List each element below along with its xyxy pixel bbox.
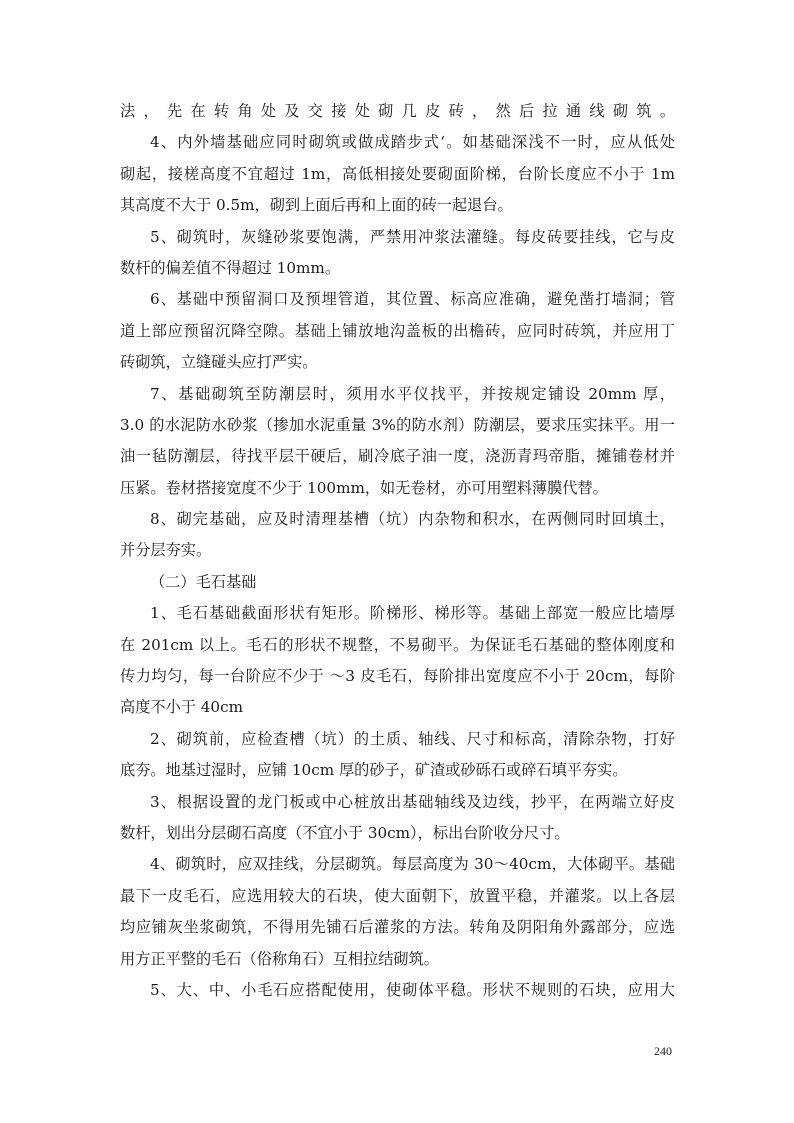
text-line: 6、基础中预留洞口及预埋管道，其位置、标高应准确，避免凿打墙洞；管 bbox=[150, 290, 675, 309]
text-line: 高度不小于 40cm bbox=[120, 698, 243, 717]
text-line: 在 201cm 以上。毛石的形状不规整，不易砌平。为保证毛石基础的整体刚度和 bbox=[120, 635, 675, 654]
text-line: 其高度不大于 0.5m，砌到上面后再和上面的砖一起退台。 bbox=[120, 196, 513, 215]
text-line: 4、砌筑时，应双挂线，分层砌筑。每层高度为 30～40cm，大体砌平。基础 bbox=[150, 855, 675, 874]
text-line: 油一毡防潮层，待找平层干硬后，刷冷底子油一度，浇沥青玛帝脂，摊铺卷材并 bbox=[120, 447, 675, 466]
text-line: 5、砌筑时，灰缝砂浆要饱满，严禁用冲浆法灌缝。每皮砖要挂线，它与皮 bbox=[150, 227, 675, 246]
text-line: 3.0 的水泥防水砂浆（掺加水泥重量 3%的防水剂）防潮层，要求压实抹平。用一 bbox=[120, 415, 675, 434]
text-line: 7、基础砌筑至防潮层时，须用水平仪找平，并按规定铺设 20mm 厚， bbox=[150, 384, 675, 403]
body-text bbox=[120, 96, 675, 1006]
text-line: 1、毛石基础截面形状有矩形。阶梯形、梯形等。基础上部宽一般应比墙厚 bbox=[150, 604, 675, 623]
text-line: 5、大、中、小毛石应搭配使用，使砌体平稳。形状不规则的石块，应用大 bbox=[150, 980, 675, 999]
section-heading: （二）毛石基础 bbox=[150, 572, 257, 591]
text-line: 最下一皮毛石，应选用较大的石块，使大面朝下，放置平稳，并灌浆。以上各层 bbox=[120, 886, 675, 905]
text-line: 数杆的偏差值不得超过 10mm。 bbox=[120, 258, 341, 277]
text-line: 2、砌筑前，应检查槽（坑）的土质、轴线、尺寸和标高，清除杂物，打好 bbox=[150, 729, 675, 748]
text-line: 并分层夯实。 bbox=[120, 541, 212, 560]
text-line: 3、根据设置的龙门板或中心桩放出基础轴线及边线，抄平，在两端立好皮 bbox=[150, 792, 675, 811]
text-line: 8、砌完基础，应及时清理基槽（坑）内杂物和积水，在两侧同时回填土， bbox=[150, 510, 675, 529]
text-line: 用方正平整的毛石（俗称角石）互相拉结砌筑。 bbox=[120, 949, 439, 968]
text-line: 均应铺灰坐浆砌筑，不得用先铺石后灌浆的方法。转角及阴阳角外露部分，应选 bbox=[120, 918, 675, 937]
text-line: 砌起，接槎高度不宜超过 1m，高低相接处要砌面阶梯，台阶长度应不小于 1m bbox=[120, 164, 675, 183]
text-line: 压紧。卷材搭接宽度不少于 100mm，如无卷材，亦可用塑料薄膜代替。 bbox=[120, 478, 608, 497]
text-line: 法，先在转角处及交接处砌几皮砖，然后拉通线砌筑。 bbox=[120, 102, 675, 120]
text-line: 道上部应预留沉降空隙。基础上铺放地沟盖板的出檐砖，应同时砖筑，并应用丁 bbox=[120, 321, 675, 340]
text-line: 底夯。地基过湿时，应铺 10cm 厚的砂子，矿渣或砂砾石或碎石填平夯实。 bbox=[120, 761, 628, 780]
page-number: 240 bbox=[654, 1044, 672, 1058]
text-line: 砖砌筑，立缝碰头应打严实。 bbox=[120, 353, 318, 372]
text-line: 数杆，划出分层砌石高度（不宜小于 30cm），标出台阶收分尺寸。 bbox=[120, 823, 570, 842]
text-line: 传力均匀，每一台阶应不少于 ～3 皮毛石，每阶排出宽度应不小于 20cm，每阶 bbox=[120, 667, 675, 686]
text-line: 4、内外墙基础应同时砌筑或做成踏步式‘。如基础深浅不一时，应从低处 bbox=[150, 133, 675, 152]
